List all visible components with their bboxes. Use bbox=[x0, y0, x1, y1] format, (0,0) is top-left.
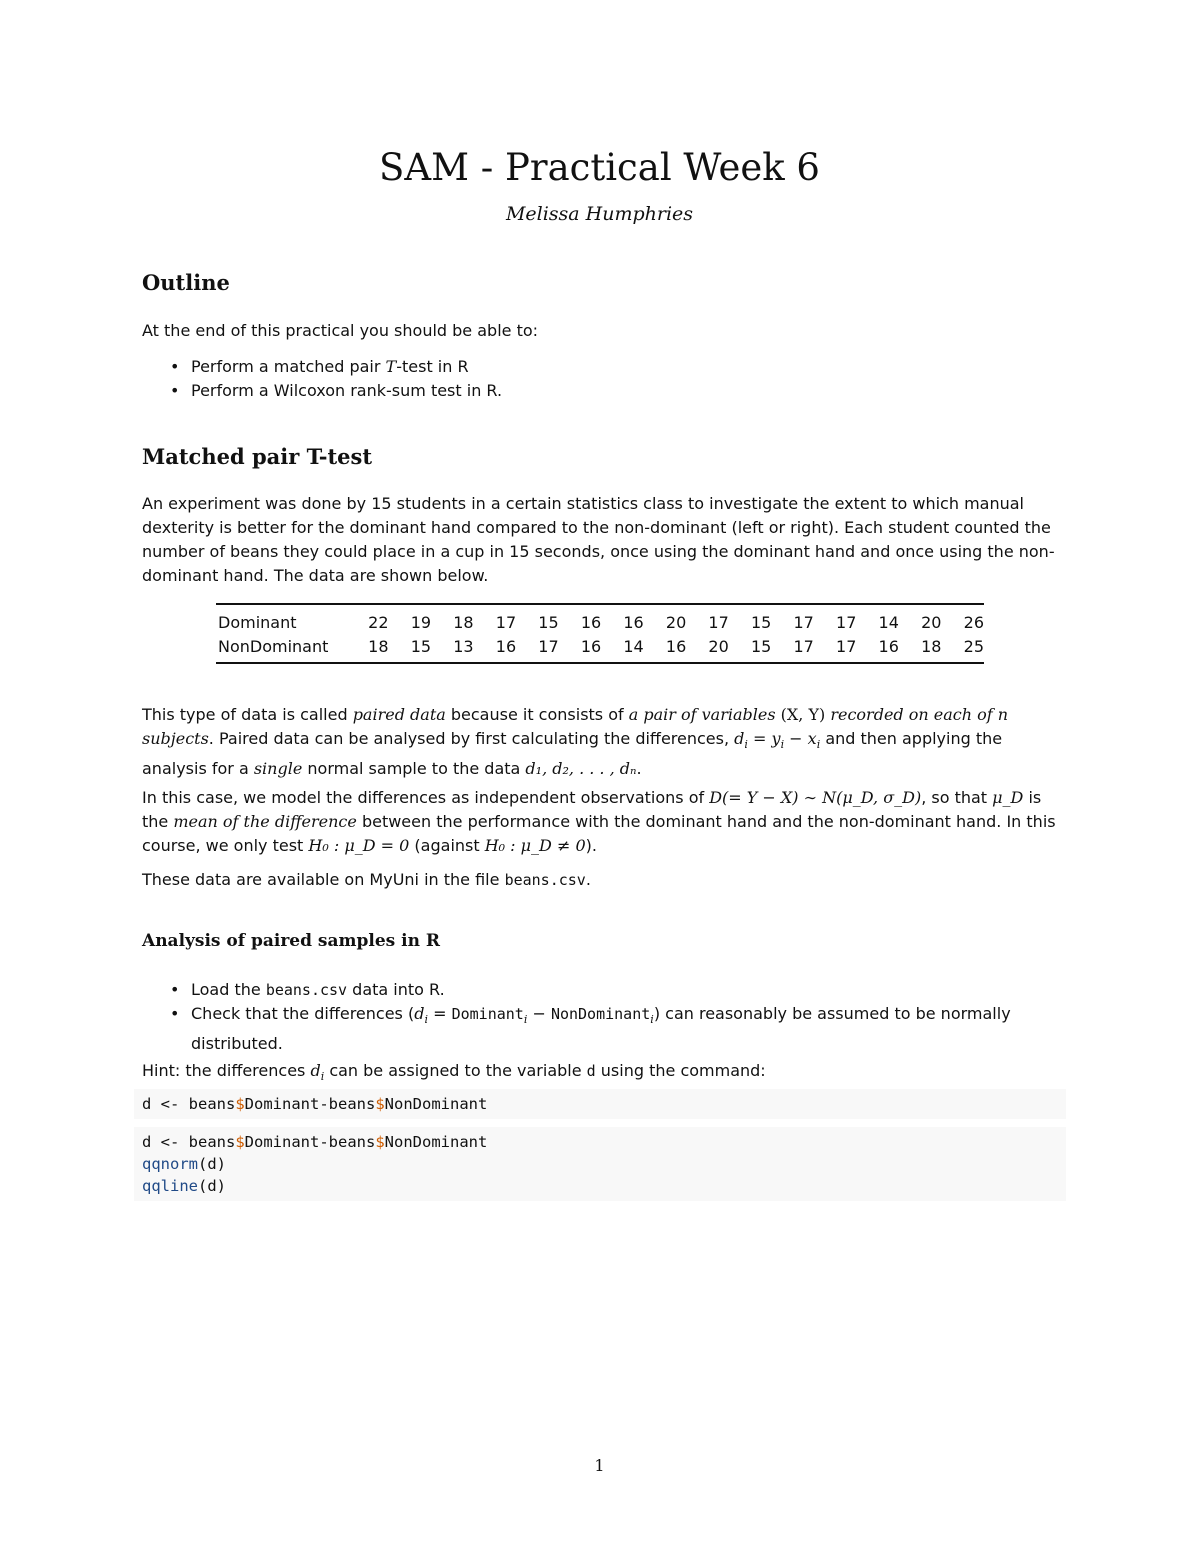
page-number: 1 bbox=[594, 1456, 605, 1475]
table-cell: 18 bbox=[453, 613, 474, 632]
table-cell: 17 bbox=[836, 613, 857, 632]
table-cell: 17 bbox=[708, 613, 729, 632]
table-cell: 25 bbox=[963, 637, 984, 656]
table-cell: 26 bbox=[963, 613, 984, 632]
table-row bbox=[216, 633, 984, 663]
table-cell: 20 bbox=[708, 637, 729, 656]
table-cell: 18 bbox=[921, 637, 942, 656]
table-cell: 20 bbox=[665, 613, 687, 632]
table-cell: 16 bbox=[623, 613, 644, 632]
outline-list bbox=[142, 355, 1060, 403]
table-cell: 13 bbox=[453, 637, 474, 656]
list-item: • Check that the differences ($d_i$ = Dominant$_i$ − NonDominant$_i$) can reasonably be assumed to be normally distributed. bbox=[142, 1002, 1060, 1056]
data-availability-paragraph: These data are available on MyUni in the file beans.csv. bbox=[142, 870, 591, 889]
table-cell: 18 bbox=[368, 637, 389, 656]
table-cell: 15 bbox=[538, 613, 559, 632]
analysis-heading: Analysis of paired samples in R bbox=[142, 931, 441, 951]
model-paragraph: In this case, we model the differences as independent observations of D(= Y − X) ∼ N(μ_D, σ_D), so that μ_D is the mean of the difference between the performance with the dominant hand and the non-dominant hand. In this course, we only test H₀ : μ_D = 0 (against H₀ : μ_D ≠ 0). bbox=[142, 788, 1056, 855]
table-cell: 15 bbox=[750, 613, 772, 632]
table-cell: 17 bbox=[538, 637, 559, 656]
table-cell: 14 bbox=[623, 637, 644, 656]
table-cell: 17 bbox=[495, 613, 517, 632]
row-label: Dominant bbox=[218, 613, 297, 632]
hint-paragraph: Hint: the differences $d_i$ can be assigned to the variable d using the command: bbox=[142, 1061, 766, 1084]
table-cell: 14 bbox=[878, 613, 899, 632]
table-cell: 16 bbox=[878, 637, 899, 656]
outline-heading: Outline bbox=[142, 270, 230, 295]
table-cell: 15 bbox=[410, 637, 432, 656]
document-title: SAM - Practical Week 6 bbox=[379, 146, 820, 189]
row-label: NonDominant bbox=[218, 637, 329, 656]
filename-code: beans.csv bbox=[504, 871, 586, 889]
list-item: • Perform a Wilcoxon rank-sum test in R. bbox=[142, 379, 1060, 403]
table-cell: 17 bbox=[793, 637, 814, 656]
paired-data-paragraph: This type of data is called paired data because it consists of a pair of variables (X, Y) recorded on each of n subjects. Paired data can be analysed by first calculating the differences, $d_i = y_i - x_i$ and then applying the analysis for a single normal sample to the data d₁, d₂, . . . , dₙ. bbox=[142, 705, 1009, 779]
outline-intro: At the end of this practical you should be able to: bbox=[142, 321, 539, 340]
table-cell: 22 bbox=[368, 613, 389, 632]
table-cell: 16 bbox=[665, 637, 687, 656]
table-cell: 17 bbox=[836, 637, 857, 656]
code-block-assign[interactable]: d <- beans$Dominant-beans$NonDominant bbox=[134, 1089, 1066, 1119]
table-cell: 20 bbox=[921, 613, 942, 632]
table-cell: 16 bbox=[495, 637, 517, 656]
table-cell: 15 bbox=[750, 637, 772, 656]
ttest-heading: Matched pair T-test bbox=[142, 444, 373, 469]
list-item: • Perform a matched pair T-test in R bbox=[142, 355, 1060, 379]
beans-table bbox=[216, 603, 984, 664]
table-row bbox=[216, 604, 984, 633]
table-cell: 16 bbox=[580, 613, 602, 632]
table-cell: 19 bbox=[410, 613, 432, 632]
document-author: Melissa Humphries bbox=[505, 203, 694, 225]
analysis-list bbox=[142, 978, 1060, 1056]
list-item: • Load the beans.csv data into R. bbox=[142, 978, 1060, 1002]
table-cell: 17 bbox=[793, 613, 814, 632]
code-block-qqplot[interactable]: d <- beans$Dominant-beans$NonDominant qqnorm(d) qqline(d) bbox=[134, 1127, 1066, 1201]
table-cell: 16 bbox=[580, 637, 602, 656]
ttest-intro: An experiment was done by 15 students in a certain statistics class to investigate the extent to which manual dexterity is better for the dominant hand compared to the non-dominant (left or right). Each student counted the number of beans they could place in a cup in 15 seconds, once using the dominant hand and once using the non-dominant hand. The data are shown below. bbox=[142, 494, 1055, 585]
